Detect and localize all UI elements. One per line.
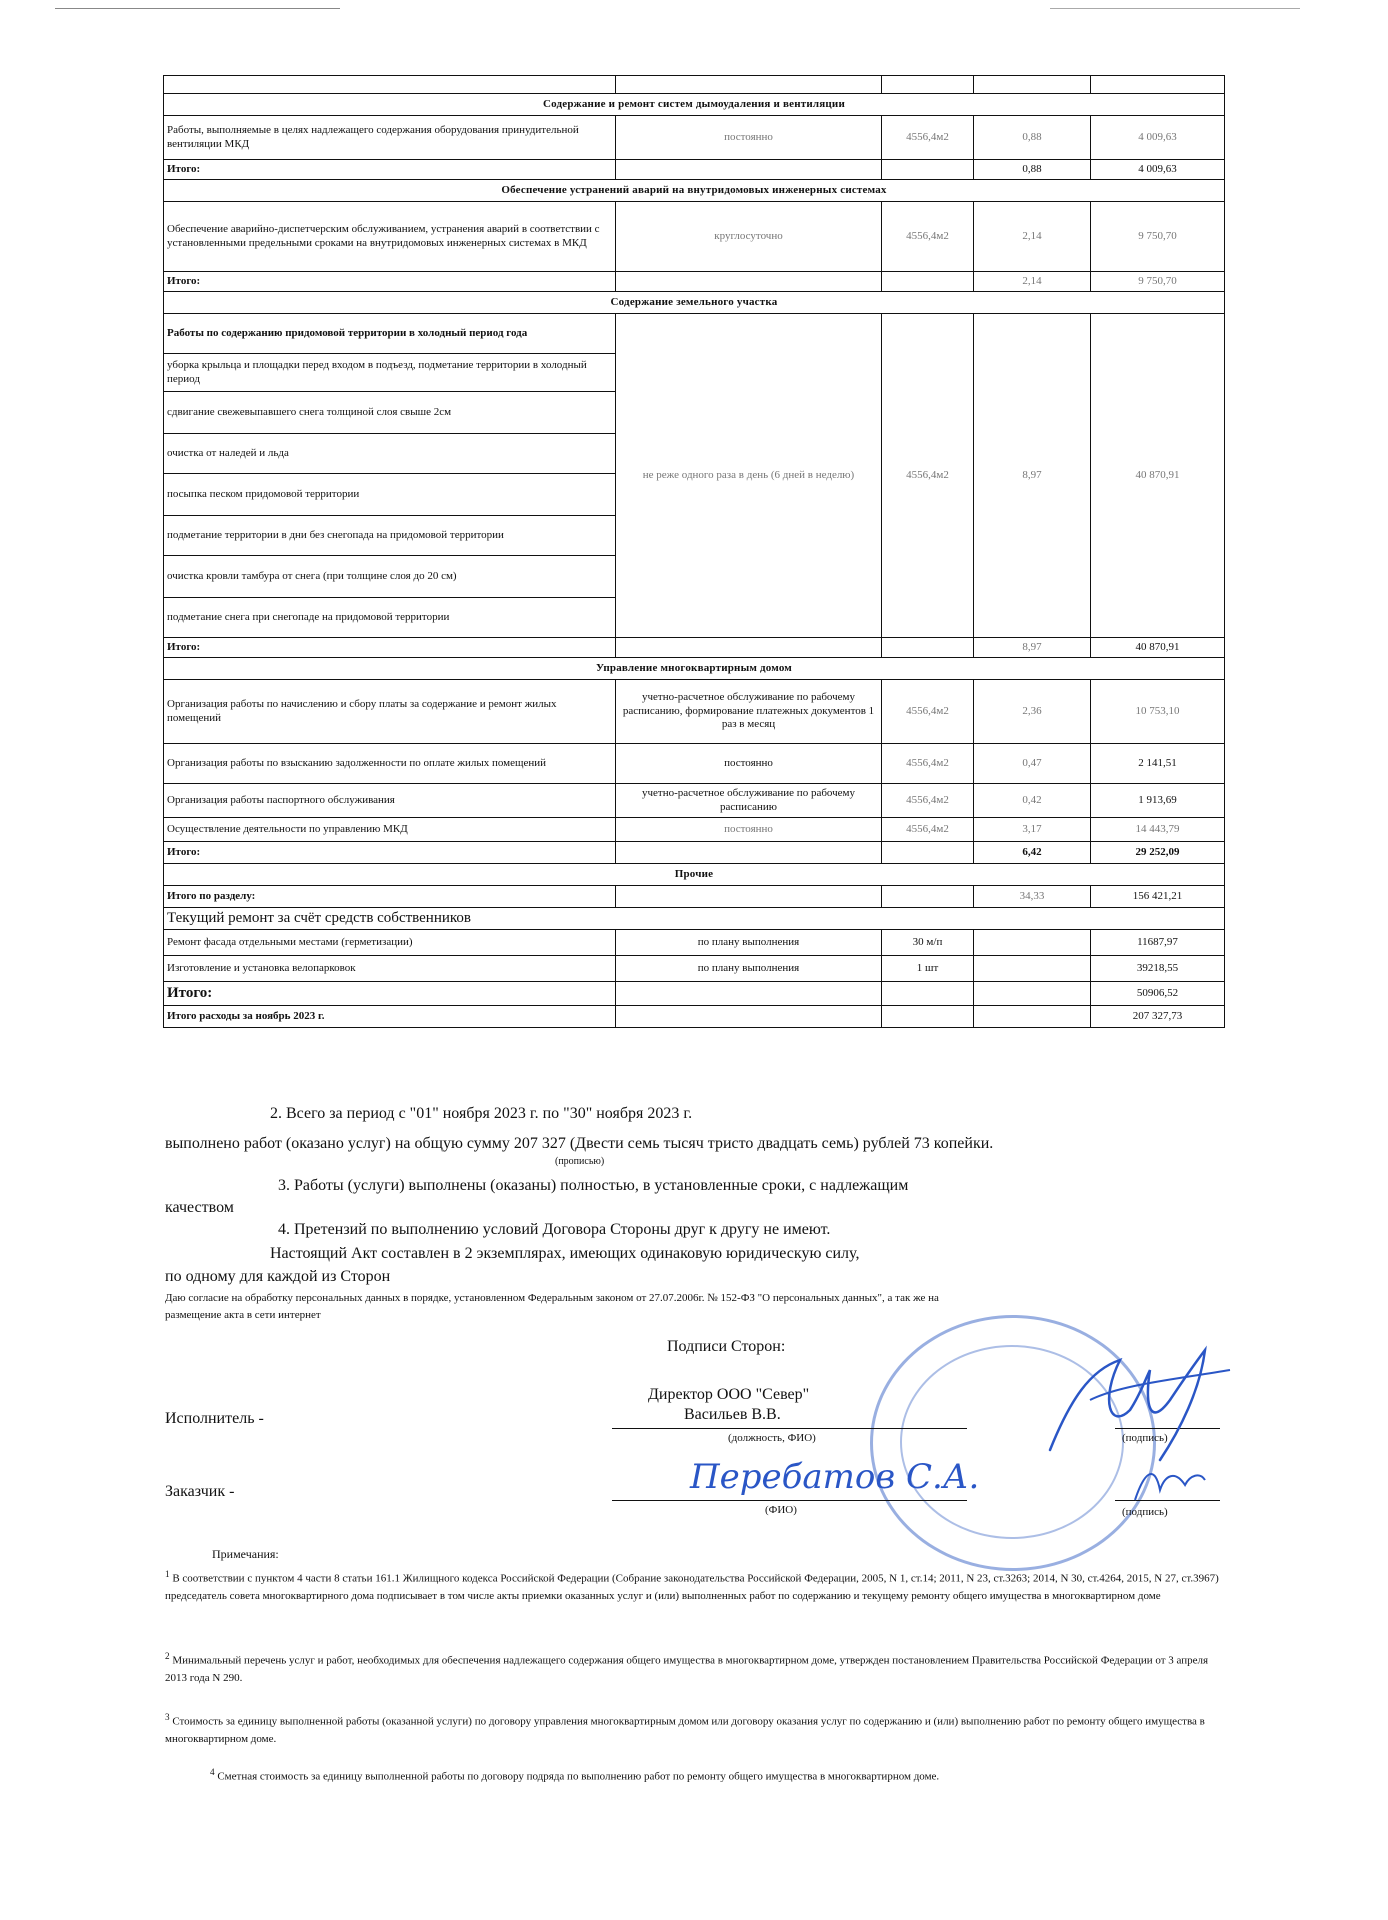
work-name: уборка крыльца и площадки перед входом в подъезд, подметание территории в холодный период xyxy=(164,354,616,392)
note-2-text: Минимальный перечень услуг и работ, необходимых для обеспечения надлежащего содержания общего имущества в многоквартирном доме, утвержден постановлением Правительства Российской Федерации от 3 апреля 2013 года N 290. xyxy=(165,1654,1209,1684)
paragraph-total-amount: выполнено работ (оказано услуг) на общую сумму 207 327 (Двести семь тысяч тристо двадцать семь) рублей 73 копейки. xyxy=(165,1135,994,1152)
work-rate: 0,42 xyxy=(974,784,1091,818)
section-header xyxy=(164,864,1225,886)
section-title: Управление многоквартирным домом xyxy=(164,658,1225,680)
customer-signature-icon xyxy=(1130,1460,1210,1510)
work-area: 4556,4м2 xyxy=(882,314,974,638)
work-area: 4556,4м2 xyxy=(882,680,974,744)
total-row xyxy=(164,272,1225,292)
executor-caption: (должность, ФИО) xyxy=(728,1432,816,1444)
work-sum: 11687,97 xyxy=(1091,930,1225,956)
work-rate: 3,17 xyxy=(974,818,1091,842)
section-header xyxy=(164,180,1225,202)
section-header xyxy=(164,94,1225,116)
work-period: учетно-расчетное обслуживание по рабочему расписанию xyxy=(616,784,882,818)
work-sum: 9 750,70 xyxy=(1091,202,1225,272)
section-title: Содержание земельного участка xyxy=(164,292,1225,314)
work-period: по плану выполнения xyxy=(616,956,882,982)
total-row xyxy=(164,1006,1225,1028)
section-header xyxy=(164,292,1225,314)
total-rate: 2,14 xyxy=(974,272,1091,292)
total-rate: 8,97 xyxy=(974,638,1091,658)
total-label: Итого: xyxy=(164,638,616,658)
total-rate: 6,42 xyxy=(974,842,1091,864)
consent-line-1: Даю согласие на обработку персональных данных в порядке, установленном Федеральным законом от 27.07.2006г. № 152-ФЗ "О персональных данных", а так же на xyxy=(165,1292,939,1304)
work-name: Организация работы по взысканию задолженности по оплате жилых помещений xyxy=(164,744,616,784)
works-table xyxy=(163,75,1225,1028)
work-area: 4556,4м2 xyxy=(882,818,974,842)
work-period: постоянно xyxy=(616,116,882,160)
section-title: Прочие xyxy=(164,864,1225,886)
total-label: Итого: xyxy=(164,272,616,292)
work-period: постоянно xyxy=(616,744,882,784)
table-row xyxy=(164,784,1225,818)
work-name: очистка от наледей и льда xyxy=(164,434,616,474)
section-header xyxy=(164,908,1225,930)
work-period: круглосуточно xyxy=(616,202,882,272)
section-title: Текущий ремонт за счёт средств собственников xyxy=(164,908,1225,930)
footnote-mark-2: 2 xyxy=(165,1651,170,1661)
work-area: 4556,4м2 xyxy=(882,116,974,160)
total-row xyxy=(164,160,1225,180)
section-title: Содержание и ремонт систем дымоудаления и вентиляции xyxy=(164,94,1225,116)
note-4-text: Сметная стоимость за единицу выполненной работы по договору подряда по выполнению работ по ремонту общего имущества в многоквартирном доме. xyxy=(217,1770,940,1783)
footnote-mark-4: 4 xyxy=(210,1767,215,1777)
footnote-mark-3: 3 xyxy=(165,1712,170,1722)
total-row xyxy=(164,886,1225,908)
total-row xyxy=(164,982,1225,1006)
work-name: Работы, выполняемые в целях надлежащего содержания оборудования принудительной вентиляции МКД xyxy=(164,116,616,160)
total-sum: 50906,52 xyxy=(1091,982,1225,1006)
customer-line xyxy=(612,1500,967,1501)
work-name: Организация работы по начислению и сбору платы за содержание и ремонт жилых помещений xyxy=(164,680,616,744)
work-qty: 30 м/п xyxy=(882,930,974,956)
total-label: Итого по разделу: xyxy=(164,886,616,908)
note-3 xyxy=(165,1710,1225,1748)
work-name: Обеспечение аварийно-диспетчерским обслуживанием, устранения аварий в соответствии с установленными предельными сроками на внутридомовых инженерных системах в МКД xyxy=(164,202,616,272)
table-row xyxy=(164,930,1225,956)
table-row xyxy=(164,116,1225,160)
work-area: 4556,4м2 xyxy=(882,744,974,784)
work-name: Изготовление и установка велопарковок xyxy=(164,956,616,982)
executor-line xyxy=(612,1428,967,1429)
table-row xyxy=(164,202,1225,272)
work-sum: 1 913,69 xyxy=(1091,784,1225,818)
work-sum: 10 753,10 xyxy=(1091,680,1225,744)
paragraph-works-done-cont: качеством xyxy=(165,1199,234,1216)
total-sum: 9 750,70 xyxy=(1091,272,1225,292)
work-sum: 14 443,79 xyxy=(1091,818,1225,842)
section-title: Обеспечение устранений аварий на внутридомовых инженерных системах xyxy=(164,180,1225,202)
work-name: Организация работы паспортного обслуживания xyxy=(164,784,616,818)
note-4 xyxy=(210,1765,1225,1786)
total-sum: 40 870,91 xyxy=(1091,638,1225,658)
note-2 xyxy=(165,1649,1225,1687)
executor-position: Директор ООО "Север" xyxy=(648,1386,810,1403)
signatures-title: Подписи Сторон: xyxy=(667,1338,786,1355)
total-sum: 207 327,73 xyxy=(1091,1006,1225,1028)
work-area: 4556,4м2 xyxy=(882,784,974,818)
work-name: Осуществление деятельности по управлению МКД xyxy=(164,818,616,842)
total-rate: 34,33 xyxy=(974,886,1091,908)
work-sum: 4 009,63 xyxy=(1091,116,1225,160)
consent-line-2: размещение акта в сети интернет xyxy=(165,1309,321,1321)
work-rate: 2,36 xyxy=(974,680,1091,744)
work-rate: 2,14 xyxy=(974,202,1091,272)
work-sum: 2 141,51 xyxy=(1091,744,1225,784)
paragraph-total-period: 2. Всего за период с "01" ноября 2023 г. по "30" ноября 2023 г. xyxy=(270,1105,693,1122)
executor-name: Васильев В.В. xyxy=(684,1406,781,1423)
note-3-text: Стоимость за единицу выполненной работы (оказанной услуги) по договору управления многоквартирным домом или договору оказания услуг по содержанию и (или) выполнению работ по ремонту общего имущества в многоквартирном доме. xyxy=(165,1715,1205,1745)
work-qty: 1 шт xyxy=(882,956,974,982)
customer-sign-caption: (подпись) xyxy=(1122,1506,1168,1518)
notes-title: Примечания: xyxy=(212,1547,279,1561)
executor-signature-icon xyxy=(1030,1340,1260,1470)
work-area: 4556,4м2 xyxy=(882,202,974,272)
scan-edge-line xyxy=(1050,8,1300,9)
total-label: Итого: xyxy=(164,982,616,1006)
work-rate: 8,97 xyxy=(974,314,1091,638)
work-sum: 40 870,91 xyxy=(1091,314,1225,638)
work-rate: 0,47 xyxy=(974,744,1091,784)
note-1-text: В соответствии с пунктом 4 части 8 статьи 161.1 Жилищного кодекса Российской Федерации (Собрание законодательства Российской Федерации, 2005, N 1, ст.14; 2011, N 23, ст.3263; 2014, N 30, ст.4264, 2015, N 27, ст.3967) председатель совета многоквартирного дома подписывает в том числе акты приемки оказанных услуг и (или) выполненных работ по содержанию и текущему ремонту общего имущества в многоквартирном доме xyxy=(165,1572,1219,1602)
paragraph-copies: Настоящий Акт составлен в 2 экземплярах, имеющих одинаковую юридическую силу, xyxy=(270,1245,860,1262)
total-label: Итого расходы за ноябрь 2023 г. xyxy=(164,1006,616,1028)
customer-handwritten-name: Перебатов С.А. xyxy=(690,1457,980,1497)
table-row xyxy=(164,818,1225,842)
table-row xyxy=(164,956,1225,982)
note-1 xyxy=(165,1567,1225,1605)
scan-edge-line xyxy=(55,8,340,9)
total-row xyxy=(164,638,1225,658)
customer-label: Заказчик - xyxy=(165,1483,235,1500)
customer-caption: (ФИО) xyxy=(765,1504,797,1516)
total-rate: 0,88 xyxy=(974,160,1091,180)
work-name: очистка кровли тамбура от снега (при толщине слоя до 20 см) xyxy=(164,556,616,598)
paragraph-works-done: 3. Работы (услуги) выполнены (оказаны) полностью, в установленные сроки, с надлежащим xyxy=(278,1177,909,1194)
paragraph-no-claims: 4. Претензий по выполнению условий Договора Стороны друг к другу не имеют. xyxy=(278,1221,831,1238)
work-period: постоянно xyxy=(616,818,882,842)
paragraph-copies-cont: по одному для каждой из Сторон xyxy=(165,1268,391,1285)
work-name: Ремонт фасада отдельными местами (герметизации) xyxy=(164,930,616,956)
total-label: Итого: xyxy=(164,160,616,180)
total-sum: 4 009,63 xyxy=(1091,160,1225,180)
table-row xyxy=(164,744,1225,784)
table-row xyxy=(164,314,1225,354)
work-name: подметание снега при снегопаде на придомовой территории xyxy=(164,598,616,638)
executor-sign-caption: (подпись) xyxy=(1122,1432,1168,1444)
work-name: подметание территории в дни без снегопада на придомовой территории xyxy=(164,516,616,556)
total-sum: 156 421,21 xyxy=(1091,886,1225,908)
work-period: не реже одного раза в день (6 дней в неделю) xyxy=(616,314,882,638)
work-period: учетно-расчетное обслуживание по рабочему расписанию, формирование платежных документов 1 раз в месяц xyxy=(616,680,882,744)
work-name: Работы по содержанию придомовой территории в холодный период года xyxy=(164,314,616,354)
total-label: Итого: xyxy=(164,842,616,864)
table-row xyxy=(164,76,1225,94)
caption-propisyu: (прописью) xyxy=(555,1156,605,1167)
total-sum: 29 252,09 xyxy=(1091,842,1225,864)
table-row xyxy=(164,680,1225,744)
work-sum: 39218,55 xyxy=(1091,956,1225,982)
work-name: сдвигание свежевыпавшего снега толщиной слоя свыше 2см xyxy=(164,392,616,434)
work-period: по плану выполнения xyxy=(616,930,882,956)
work-rate: 0,88 xyxy=(974,116,1091,160)
section-header xyxy=(164,658,1225,680)
footnote-mark-1: 1 xyxy=(165,1569,170,1579)
executor-label: Исполнитель - xyxy=(165,1410,264,1427)
work-name: посыпка песком придомовой территории xyxy=(164,474,616,516)
total-row xyxy=(164,842,1225,864)
